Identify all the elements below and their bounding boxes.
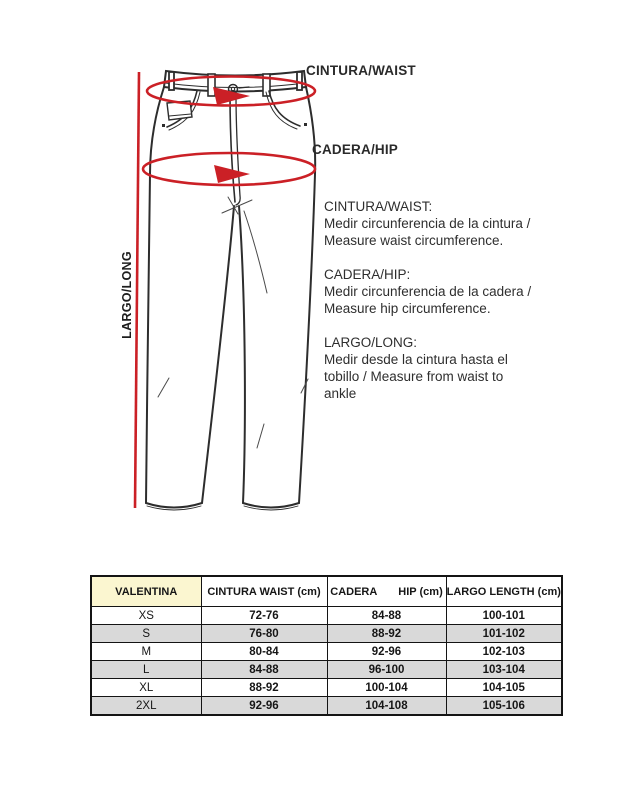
length-cell: 101-102: [446, 625, 562, 643]
table-row-2xl: [91, 697, 562, 716]
waist-cell: 84-88: [201, 661, 327, 679]
hip-instruction: [324, 266, 574, 317]
length-axis-label: LARGO/LONG: [120, 251, 134, 339]
hip-cell: 96-100: [327, 661, 446, 679]
hip-cell: 84-88: [327, 607, 446, 625]
waist-cell: 76-80: [201, 625, 327, 643]
size-cell: L: [91, 661, 201, 679]
hip-cell: 104-108: [327, 697, 446, 716]
header-brand: VALENTINA: [91, 576, 201, 607]
instruction-text: Medir circunferencia de la cintura /: [324, 216, 531, 231]
rivet: [162, 124, 165, 127]
instruction-heading: CINTURA/WAIST:: [324, 199, 433, 214]
waist-cell: 72-76: [201, 607, 327, 625]
length-instruction: [324, 334, 574, 402]
waist-cell: 88-92: [201, 679, 327, 697]
length-cell: 103-104: [446, 661, 562, 679]
table-header-row: [91, 576, 562, 607]
header-hip: CADERA HIP (cm): [327, 576, 446, 607]
instruction-text: Medir circunferencia de la cadera /: [324, 284, 532, 299]
table-row-s: [91, 625, 562, 643]
front-pocket-right: [269, 91, 300, 126]
instruction-text: tobillo / Measure from waist to: [324, 369, 504, 384]
rivet: [304, 123, 307, 126]
hip-cell: 100-104: [327, 679, 446, 697]
waist-callout-label: CINTURA/WAIST: [306, 63, 416, 78]
length-cell: 102-103: [446, 643, 562, 661]
size-cell: XL: [91, 679, 201, 697]
length-cell: 100-101: [446, 607, 562, 625]
hip-cell: 92-96: [327, 643, 446, 661]
table-row-l: [91, 661, 562, 679]
waist-cell: 80-84: [201, 643, 327, 661]
waist-cell: 92-96: [201, 697, 327, 716]
size-chart-table: [90, 575, 563, 716]
hip-cell: 88-92: [327, 625, 446, 643]
measuring-instructions: [324, 198, 574, 419]
size-cell: M: [91, 643, 201, 661]
table-row-m: [91, 643, 562, 661]
instruction-text: Measure waist circumference.: [324, 233, 504, 248]
length-cell: 104-105: [446, 679, 562, 697]
hip-callout-label: CADERA/HIP: [312, 142, 399, 157]
table-row-xl: [91, 679, 562, 697]
length-cell: 105-106: [446, 697, 562, 716]
instruction-text: Measure hip circumference.: [324, 301, 491, 316]
hem-left: [146, 503, 202, 508]
waist-instruction: [324, 198, 574, 249]
length-measure-line: [135, 72, 139, 508]
instruction-text: ankle: [324, 386, 357, 401]
hem-right: [243, 503, 299, 508]
instruction-text: Medir desde la cintura hasta el: [324, 352, 508, 367]
instruction-heading: CADERA/HIP:: [324, 267, 411, 282]
instruction-heading: LARGO/LONG:: [324, 335, 418, 350]
header-waist: CINTURA WAIST (cm): [201, 576, 327, 607]
header-length: LARGO LENGTH (cm): [446, 576, 562, 607]
size-cell: S: [91, 625, 201, 643]
size-cell: 2XL: [91, 697, 201, 716]
pants-drawing: [146, 71, 315, 510]
size-cell: XS: [91, 607, 201, 625]
table-row-xs: [91, 607, 562, 625]
